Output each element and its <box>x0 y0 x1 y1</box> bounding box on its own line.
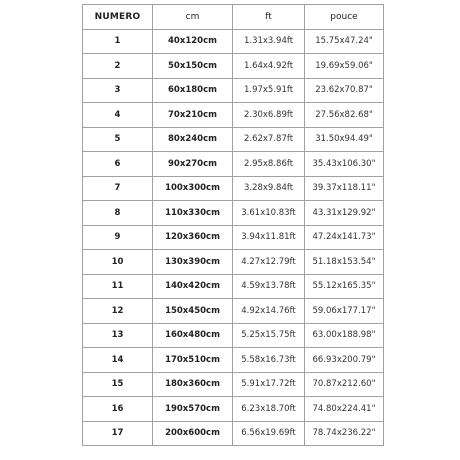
table-row <box>83 348 384 373</box>
cell-cm: 150x450cm <box>153 299 233 324</box>
table-row <box>83 225 384 250</box>
cell-pouce: 31.50x94.49" <box>305 127 384 152</box>
cell-ft: 3.28x9.84ft <box>233 176 305 201</box>
cell-ft: 5.91x17.72ft <box>233 372 305 397</box>
table-row <box>83 250 384 275</box>
cell-numero: 15 <box>83 372 153 397</box>
cell-ft: 1.31x3.94ft <box>233 29 305 54</box>
table-body <box>83 29 384 446</box>
cell-numero: 2 <box>83 54 153 79</box>
cell-numero: 17 <box>83 421 153 446</box>
cell-pouce: 74.80x224.41" <box>305 397 384 422</box>
cell-cm: 190x570cm <box>153 397 233 422</box>
cell-cm: 170x510cm <box>153 348 233 373</box>
table-row <box>83 103 384 128</box>
cell-ft: 3.94x11.81ft <box>233 225 305 250</box>
cell-numero: 13 <box>83 323 153 348</box>
table-row <box>83 421 384 446</box>
cell-pouce: 70.87x212.60" <box>305 372 384 397</box>
cell-cm: 80x240cm <box>153 127 233 152</box>
table-row <box>83 397 384 422</box>
table-row <box>83 323 384 348</box>
cell-cm: 130x390cm <box>153 250 233 275</box>
cell-pouce: 66.93x200.79" <box>305 348 384 373</box>
cell-ft: 4.59x13.78ft <box>233 274 305 299</box>
cell-ft: 5.58x16.73ft <box>233 348 305 373</box>
cell-cm: 70x210cm <box>153 103 233 128</box>
cell-numero: 14 <box>83 348 153 373</box>
cell-numero: 1 <box>83 29 153 54</box>
table-row <box>83 78 384 103</box>
cell-numero: 11 <box>83 274 153 299</box>
table-row <box>83 127 384 152</box>
cell-pouce: 35.43x106.30" <box>305 152 384 177</box>
header-pouce: pouce <box>305 5 384 30</box>
cell-numero: 6 <box>83 152 153 177</box>
table-row <box>83 54 384 79</box>
cell-ft: 4.27x12.79ft <box>233 250 305 275</box>
cell-cm: 140x420cm <box>153 274 233 299</box>
cell-pouce: 43.31x129.92" <box>305 201 384 226</box>
cell-pouce: 78.74x236.22" <box>305 421 384 446</box>
cell-ft: 6.56x19.69ft <box>233 421 305 446</box>
table-row <box>83 29 384 54</box>
cell-cm: 110x330cm <box>153 201 233 226</box>
header-ft: ft <box>233 5 305 30</box>
cell-numero: 12 <box>83 299 153 324</box>
table-header <box>83 5 384 30</box>
cell-pouce: 27.56x82.68" <box>305 103 384 128</box>
cell-cm: 40x120cm <box>153 29 233 54</box>
cell-numero: 10 <box>83 250 153 275</box>
cell-cm: 100x300cm <box>153 176 233 201</box>
header-numero: NUMERO <box>83 5 153 30</box>
cell-pouce: 39.37x118.11" <box>305 176 384 201</box>
cell-ft: 2.30x6.89ft <box>233 103 305 128</box>
cell-ft: 2.62x7.87ft <box>233 127 305 152</box>
cell-pouce: 59.06x177.17" <box>305 299 384 324</box>
table-row <box>83 299 384 324</box>
cell-cm: 160x480cm <box>153 323 233 348</box>
cell-cm: 60x180cm <box>153 78 233 103</box>
cell-numero: 4 <box>83 103 153 128</box>
cell-numero: 16 <box>83 397 153 422</box>
cell-pouce: 47.24x141.73" <box>305 225 384 250</box>
cell-numero: 5 <box>83 127 153 152</box>
cell-pouce: 19.69x59.06" <box>305 54 384 79</box>
cell-pouce: 15.75x47.24" <box>305 29 384 54</box>
header-row <box>83 5 384 30</box>
cell-ft: 4.92x14.76ft <box>233 299 305 324</box>
table-row <box>83 201 384 226</box>
cell-cm: 200x600cm <box>153 421 233 446</box>
size-chart-table <box>82 4 384 446</box>
cell-ft: 6.23x18.70ft <box>233 397 305 422</box>
table-row <box>83 274 384 299</box>
header-cm: cm <box>153 5 233 30</box>
table-row <box>83 372 384 397</box>
cell-pouce: 51.18x153.54" <box>305 250 384 275</box>
cell-pouce: 55.12x165.35" <box>305 274 384 299</box>
cell-pouce: 23.62x70.87" <box>305 78 384 103</box>
cell-numero: 7 <box>83 176 153 201</box>
cell-ft: 1.97x5.91ft <box>233 78 305 103</box>
table-row <box>83 176 384 201</box>
cell-cm: 180x360cm <box>153 372 233 397</box>
cell-cm: 120x360cm <box>153 225 233 250</box>
cell-cm: 50x150cm <box>153 54 233 79</box>
cell-ft: 5.25x15.75ft <box>233 323 305 348</box>
cell-cm: 90x270cm <box>153 152 233 177</box>
cell-numero: 8 <box>83 201 153 226</box>
cell-pouce: 63.00x188.98" <box>305 323 384 348</box>
table-row <box>83 152 384 177</box>
cell-ft: 2.95x8.86ft <box>233 152 305 177</box>
cell-numero: 9 <box>83 225 153 250</box>
cell-ft: 3.61x10.83ft <box>233 201 305 226</box>
cell-ft: 1.64x4.92ft <box>233 54 305 79</box>
cell-numero: 3 <box>83 78 153 103</box>
